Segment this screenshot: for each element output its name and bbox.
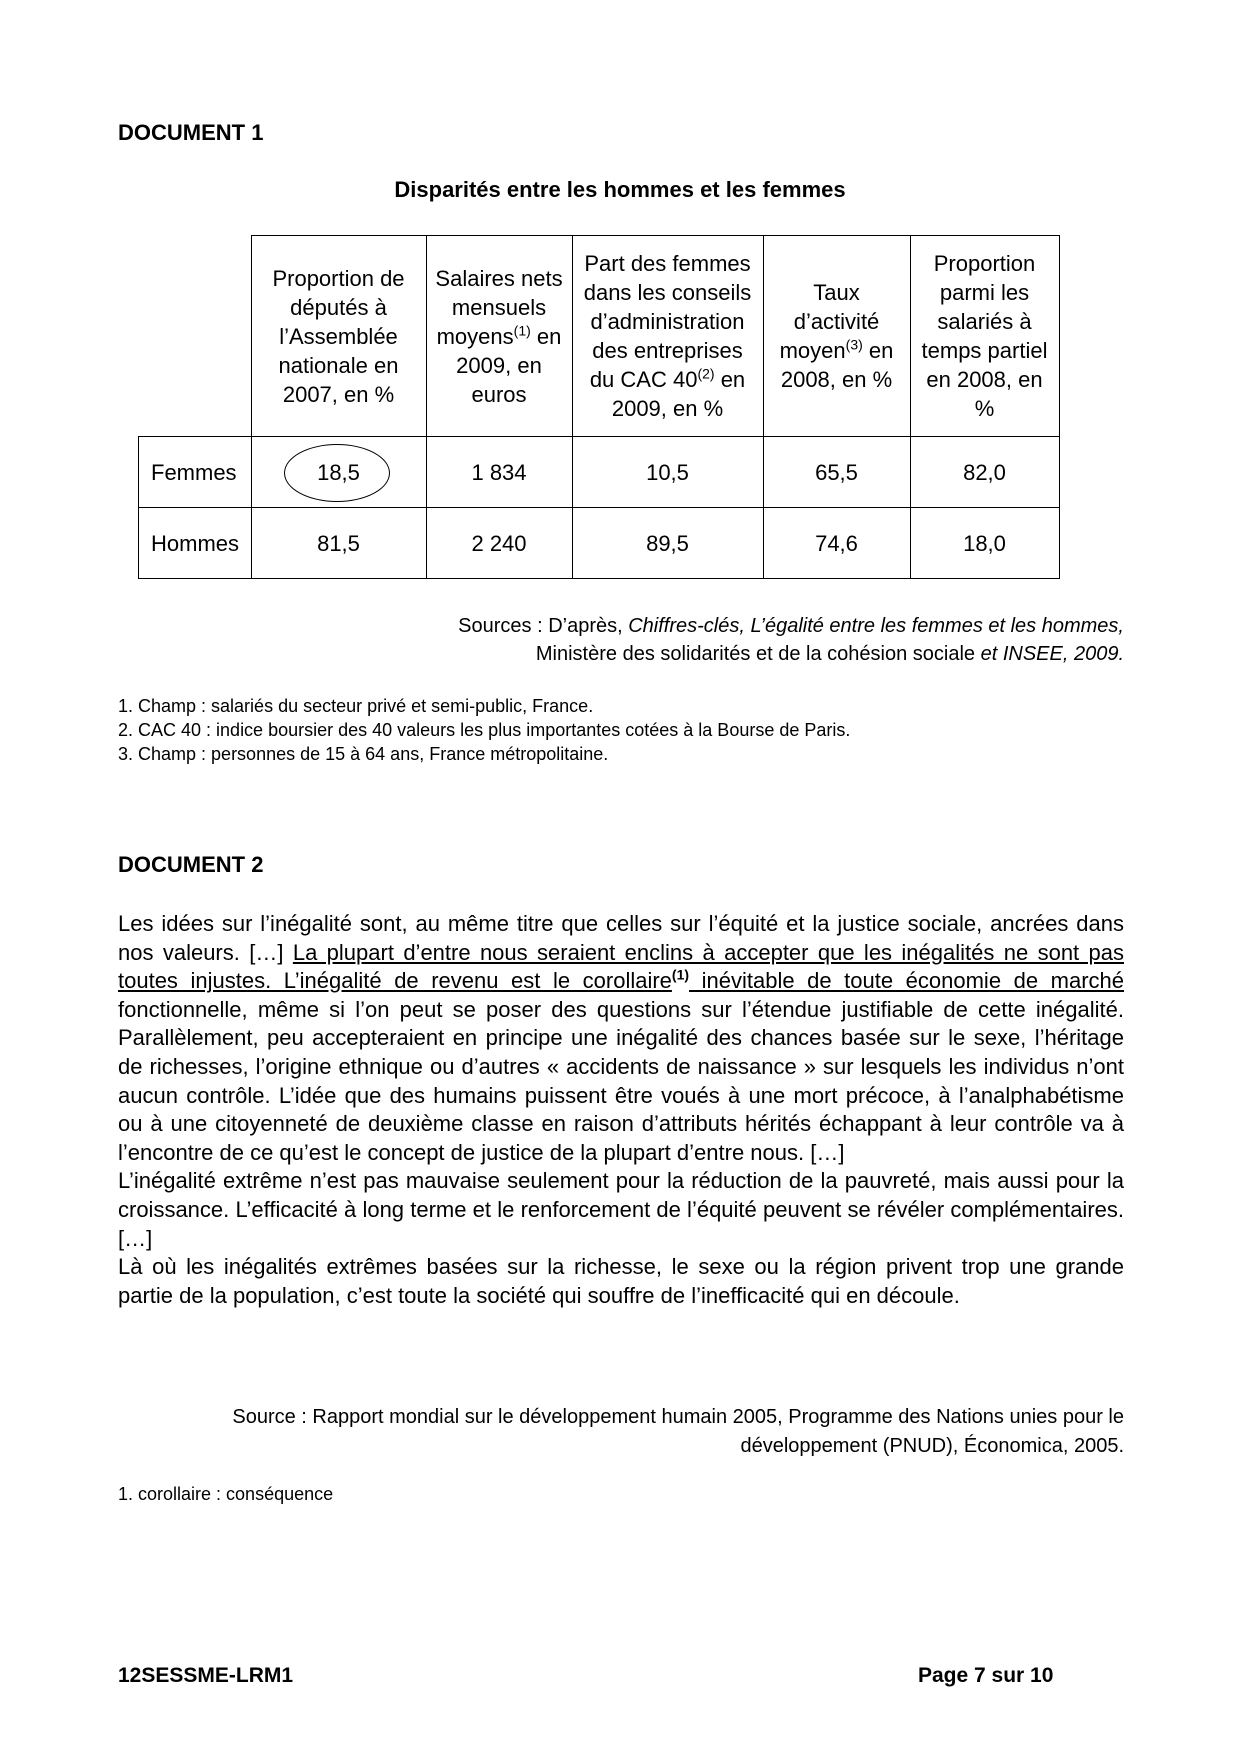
doc2-source: Source : Rapport mondial sur le développement humain 2005, Programme des Nations unies pour le développement (PNUD), Économica, 2005.: [232, 1406, 1124, 1457]
table-row: [139, 437, 1060, 508]
doc2-footnote: 1. corollaire : conséquence: [118, 1484, 334, 1504]
col-header-conseils: Part des femmes dans les conseils d’administration des entreprises du CAC 40$^{(2)}$ en 2009, en %: [572, 236, 763, 437]
row-label-hommes: Hommes: [139, 508, 252, 579]
paragraph: Là où les inégalités extrêmes basées sur la richesse, le sexe ou la région privent trop une grande partie de la population, c’est toute la société qui souffre de l’inefficacité qui en découle.: [118, 1254, 1124, 1308]
footnote: 3. Champ : personnes de 15 à 64 ans, France métropolitaine.: [118, 744, 609, 764]
table-title: Disparités entre les hommes et les femmes: [394, 177, 846, 202]
col-header-deputes: Proportion de députés à l’Assemblée nationale en 2007, en %: [251, 236, 426, 437]
document-1-heading: DOCUMENT 1: [118, 120, 264, 145]
document-2-heading: DOCUMENT 2: [118, 852, 264, 877]
doc1-sources: Sources : D’après, Chiffres-clés, L’égalité entre les femmes et les hommes, Ministère des solidarités et de la cohésion sociale et INSEE, 2009.: [458, 615, 1124, 665]
footer-code: 12SESSME-LRM1: [118, 1664, 294, 1687]
table-cell: 10,5: [572, 437, 763, 508]
footer-page-number: Page 7 sur 10: [918, 1664, 1054, 1687]
col-header-temps-partiel: Proportion parmi les salariés à temps partiel en 2008, en %: [910, 236, 1059, 437]
table-cell: 18,0: [910, 508, 1059, 579]
doc2-body: [118, 910, 1124, 1310]
table-cell: 74,6: [763, 508, 910, 579]
table-cell: 82,0: [910, 437, 1059, 508]
doc1-footnotes: [118, 694, 850, 766]
footnote: 1. Champ : salariés du secteur privé et semi-public, France.: [118, 696, 594, 716]
table-cell: 65,5: [763, 437, 910, 508]
table-cell: 2 240: [426, 508, 572, 579]
paragraph: Les idées sur l’inégalité sont, au même titre que celles sur l’équité et la justice sociale, ancrées dans nos valeurs. […] La plupart d’entre nous seraient enclins à accepter que les inégalités ne sont pas toutes injustes. L’inégalité de revenu est le corollaire$^{(1)}$ inévitable de toute économie de marché fonctionnelle, même si l’on peut se poser des questions sur l’étendue justifiable de cette inégalité. Parallèlement, peu accepteraient en principe une inégalité des chances basée sur le sexe, l’héritage de richesses, l’origine ethnique ou d’autres « accidents de naissance » sur lesquels les individus n’ont aucun contrôle. L’idée que des humains puissent être voués à une mort précoce, à l’analphabétisme ou à une citoyenneté de deuxième classe en raison d’attributs hérités échappant à leur contrôle va à l’encontre de ce qu’est le concept de justice de la plupart d’entre nous. […]: [118, 911, 1125, 1165]
circled-value: 18,5: [317, 459, 360, 485]
table-cell: 81,5: [251, 508, 426, 579]
table-cell: 89,5: [572, 508, 763, 579]
empty-corner-cell: [139, 236, 252, 437]
footnote: 2. CAC 40 : indice boursier des 40 valeurs les plus importantes cotées à la Bourse de Paris.: [118, 720, 851, 740]
cell-femmes-deputes: [251, 437, 426, 508]
table-cell: 1 834: [426, 437, 572, 508]
col-header-taux-activite: Taux d’activité moyen$^{(3)}$ en 2008, en %: [763, 236, 910, 437]
col-header-salaires: Salaires nets mensuels moyens$^{(1)}$ en 2009, en euros: [426, 236, 572, 437]
table-row: [139, 508, 1060, 579]
paragraph: L’inégalité extrême n’est pas mauvaise seulement pour la réduction de la pauvreté, mais aussi pour la croissance. L’efficacité à long terme et le renforcement de l’équité peuvent se révéler complémentaires. […]: [118, 1168, 1124, 1251]
disparities-table: [138, 235, 1060, 579]
row-label-femmes: Femmes: [139, 437, 252, 508]
